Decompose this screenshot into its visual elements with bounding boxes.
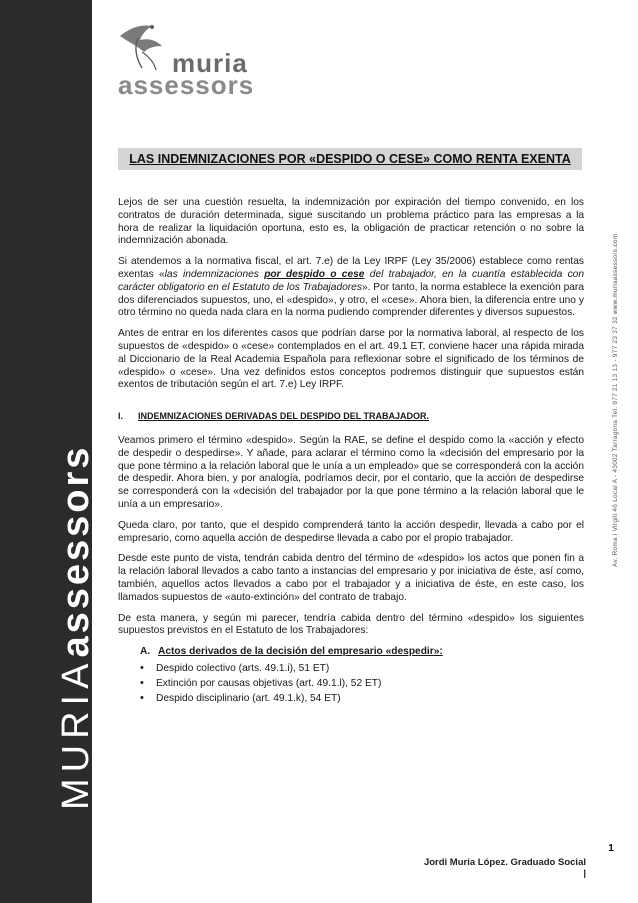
subsection-letter: A.	[140, 646, 151, 658]
paragraph-5: Queda claro, por tanto, que el despido comprenderá tanto la acción despedir, llevada a cabo por el empresario, como aquella acción de despedirse llevada a cabo por el propio trabajador.	[118, 519, 584, 544]
address-line: Av. Roma i Virgili 46 Local A - 43002 Tarragona Tel. 977 21 13 13 - 977 23 37 32 www.muriaassessors.com	[612, 233, 619, 567]
paragraph-2	[118, 256, 584, 320]
paragraph-4: Veamos primero el término «despido». Según la RAE, se define el despido como la «acción y efecto de despedir o despedirse». Y añade, para aclarar el término como la «decisión del empresario por la que pone término a la relación laboral que le unía a un empleado» que se corresponderá con la acción de despedir. Ahora bien, y por analogía, podríamos decir, por el contario, que la acción de despedirse se corresponderá con la «decisión del trabajador por la que pone término a la relación laboral que le unía a un empresario».	[118, 434, 584, 510]
sidebar	[0, 0, 97, 903]
paragraph-3: Antes de entrar en los diferentes casos que podrían darse por la normativa laboral, al respecto de los supuestos de «despido» o «cese» contemplados en el art. 49.1 ET, conviene hacer una rápida mirada al Diccionario de la Real Academia Española para reflexionar sobre el significado de los términos de «despido» o «cese». Una vez definidos estos conceptos podremos distinguir que supuestos están exentos de tributación según el art. 7.e) Ley IRPF.	[118, 328, 584, 391]
section-title: INDEMNIZACIONES DERIVADAS DEL DESPIDO DEL TRABAJADOR.	[138, 411, 430, 422]
bullet-list	[118, 661, 584, 706]
paragraph-2-emphasis: por despido o cese	[264, 268, 365, 280]
page-number: 1	[598, 836, 624, 862]
document-body	[118, 197, 584, 706]
subsection-heading	[140, 646, 584, 659]
paragraph-2-part-a: Si atendemos a la normativa fiscal, el art. 7.e) de la Ley IRPF (Ley 35/2006) establece como rentas exentas «	[118, 256, 584, 280]
section-number: I.	[118, 411, 124, 422]
logo-text-assessors: assessors	[118, 70, 255, 100]
list-item: • Despido disciplinario (art. 49.1.k), 54 ET)	[140, 691, 584, 706]
footer-author: Jordi Muria López. Graduado Social |	[423, 857, 586, 879]
logo-text-muria: muria	[172, 48, 248, 78]
subsection-title: Actos derivados de la decisión del empresario «despedir»:	[158, 646, 443, 658]
sidebar-brand	[56, 445, 96, 810]
company-logo	[112, 18, 272, 98]
paragraph-2-part-e: ». Por tanto, la norma establece la exención para dos diferenciados supuestos, uno, el «despido», y otro, el «cese». Ahora bien, la diferencia entre uno y otro término no queda nada clara en la norma pudiendo comprender diferentes y diversos supuestos.	[118, 281, 584, 319]
paragraph-6: Desde este punto de vista, tendrán cabida dentro del término de «despido» los actos que ponen fin a la relación laboral llevados a cabo tanto a instancias del empresario y por iniciativa de éste, así como, también, aquellos actos llevados a cabo por el trabajador y a iniciativa de éste, en este caso, los llamados supuestos de «auto-extinción» del contrato de trabajo.	[118, 553, 584, 603]
paragraph-7: De esta manera, y según mi parecer, tendría cabida dentro del término «despido» los siguientes supuestos previstos en el Estatuto de los Trabajadores:	[118, 612, 584, 637]
sidebar-brand-thin: MURIA	[55, 657, 97, 810]
section-heading	[118, 410, 584, 423]
paragraph-2-quote-end: del trabajador, en la cuantía establecida con carácter obligatorio en el Estatuto de los Trabajadores	[118, 268, 584, 293]
document-title: LAS INDEMNIZACIONES POR «DESPIDO O CESE» COMO RENTA EXENTA	[118, 148, 582, 170]
paragraph-1: Lejos de ser una cuestión resuelta, la indemnización por expiración del tiempo convenido, en los contratos de duración determinada, sigue suscitando un problema práctico para las empresas a la hora de realizar la liquidación oportuna, esto es, la obligación de practicar retención o no sobre la indemnización abonada.	[118, 197, 584, 247]
list-item: • Extinción por causas objetivas (art. 49.1.l), 52 ET)	[140, 676, 584, 691]
sidebar-brand-bold: assessors	[55, 444, 97, 658]
list-item: • Despido colectivo (arts. 49.1.i), 51 ET)	[140, 661, 584, 676]
paragraph-2-quote-start: las indemnizaciones	[164, 268, 265, 280]
